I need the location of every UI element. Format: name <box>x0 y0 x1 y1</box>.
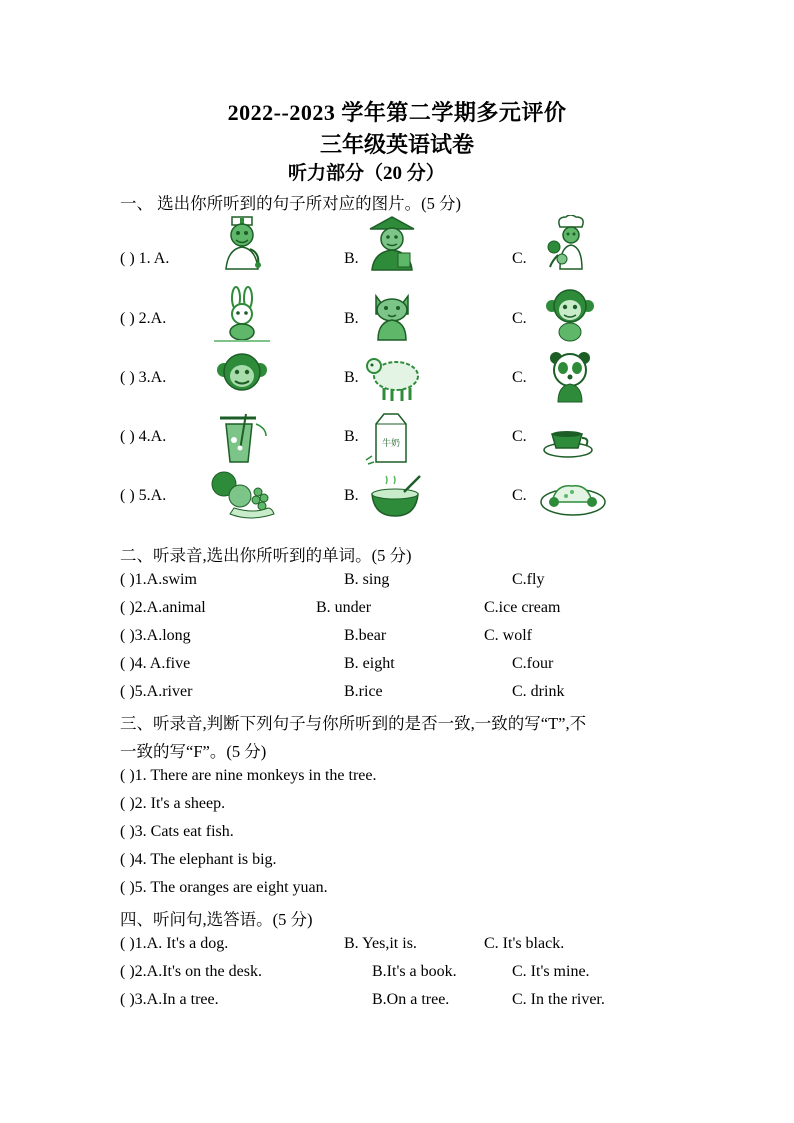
s1-q3: ( ) 3.A. <box>120 369 167 386</box>
section3-heading-cont: 一致的写“F”。(5 分) <box>120 742 267 761</box>
exam-title: 2022--2023 学年第二学期多元评价 <box>227 100 567 125</box>
s2-q2-c: C.ice cream <box>484 599 561 616</box>
s1-q5-c: C. <box>512 487 527 504</box>
s1-q1-c: C. <box>512 250 527 267</box>
s1-q4-c: C. <box>512 428 527 445</box>
s3-q3: ( )3. Cats eat fish. <box>120 823 234 840</box>
s1-q3-b: B. <box>344 369 359 386</box>
s1-q3-c: C. <box>512 369 527 386</box>
milk-icon <box>362 410 422 466</box>
monkey-icon <box>212 348 272 404</box>
s2-q1: ( )1.A.swim <box>120 571 197 588</box>
section2-heading: 二、听录音,选出你所听到的单词。(5 分) <box>120 546 412 565</box>
s2-q5-b: B.rice <box>344 683 383 700</box>
cook-icon <box>540 215 600 271</box>
juice-icon <box>212 410 272 466</box>
s2-q1-b: B. sing <box>344 571 390 588</box>
s1-q2: ( ) 2.A. <box>120 310 167 327</box>
s2-q4-b: B. eight <box>344 655 395 672</box>
s4-q3-c: C. In the river. <box>512 991 605 1008</box>
s1-q2-c: C. <box>512 310 527 327</box>
s2-q3-c: C. wolf <box>484 627 532 644</box>
s1-q4-b: B. <box>344 428 359 445</box>
s2-q2: ( )2.A.animal <box>120 599 206 616</box>
s4-q3-b: B.On a tree. <box>372 991 450 1008</box>
s2-q1-c: C.fly <box>512 571 545 588</box>
cat-icon <box>362 286 422 342</box>
s2-q3: ( )3.A.long <box>120 627 191 644</box>
s4-q2: ( )2.A.It's on the desk. <box>120 963 262 980</box>
milk-carton-label: 牛奶 <box>381 439 401 449</box>
s4-q3: ( )3.A.In a tree. <box>120 991 219 1008</box>
s4-q2-c: C. It's mine. <box>512 963 590 980</box>
section1-heading: 一、 选出你所听到的句子所对应的图片。(5 分) <box>120 194 461 213</box>
section4-heading: 四、听问句,选答语。(5 分) <box>120 910 313 929</box>
s2-q5: ( )5.A.river <box>120 683 193 700</box>
s2-q2-b: B. under <box>316 599 372 616</box>
monkey-icon <box>540 286 600 342</box>
rabbit-icon <box>212 286 272 342</box>
sheep-icon <box>362 348 422 404</box>
s2-q4-c: C.four <box>512 655 554 672</box>
s3-q1: ( )1. There are nine monkeys in the tree. <box>120 767 377 784</box>
panda-icon <box>540 348 600 404</box>
fruit-icon <box>210 466 280 522</box>
section3-heading: 三、听录音,判断下列句子与你所听到的是否一致,一致的写“T”,不 <box>120 714 587 733</box>
s4-q1: ( )1.A. It's a dog. <box>120 935 229 952</box>
s4-q1-c: C. It's black. <box>484 935 565 952</box>
farmer-icon <box>362 215 422 271</box>
s1-q5: ( ) 5.A. <box>120 487 167 504</box>
tea-icon <box>540 410 600 466</box>
s4-q1-b: B. Yes,it is. <box>344 935 417 952</box>
s3-q5: ( )5. The oranges are eight yuan. <box>120 879 328 896</box>
exam-subtitle: 三年级英语试卷 <box>319 132 474 157</box>
s2-q5-c: C. drink <box>512 683 565 700</box>
part-title: 听力部分（20 分） <box>288 163 445 184</box>
s1-q4: ( ) 4.A. <box>120 428 167 445</box>
noodles-icon <box>366 470 426 526</box>
s2-q4: ( )4. A.five <box>120 655 191 672</box>
s4-q2-b: B.It's a book. <box>372 963 457 980</box>
s2-q3-b: B.bear <box>344 627 387 644</box>
s1-q1: ( ) 1. A. <box>120 250 170 267</box>
s1-q5-b: B. <box>344 487 359 504</box>
rice-icon <box>538 470 608 526</box>
s1-q1-b: B. <box>344 250 359 267</box>
s3-q2: ( )2. It's a sheep. <box>120 795 226 812</box>
s3-q4: ( )4. The elephant is big. <box>120 851 277 868</box>
doctor-icon <box>212 215 272 271</box>
s1-q2-b: B. <box>344 310 359 327</box>
